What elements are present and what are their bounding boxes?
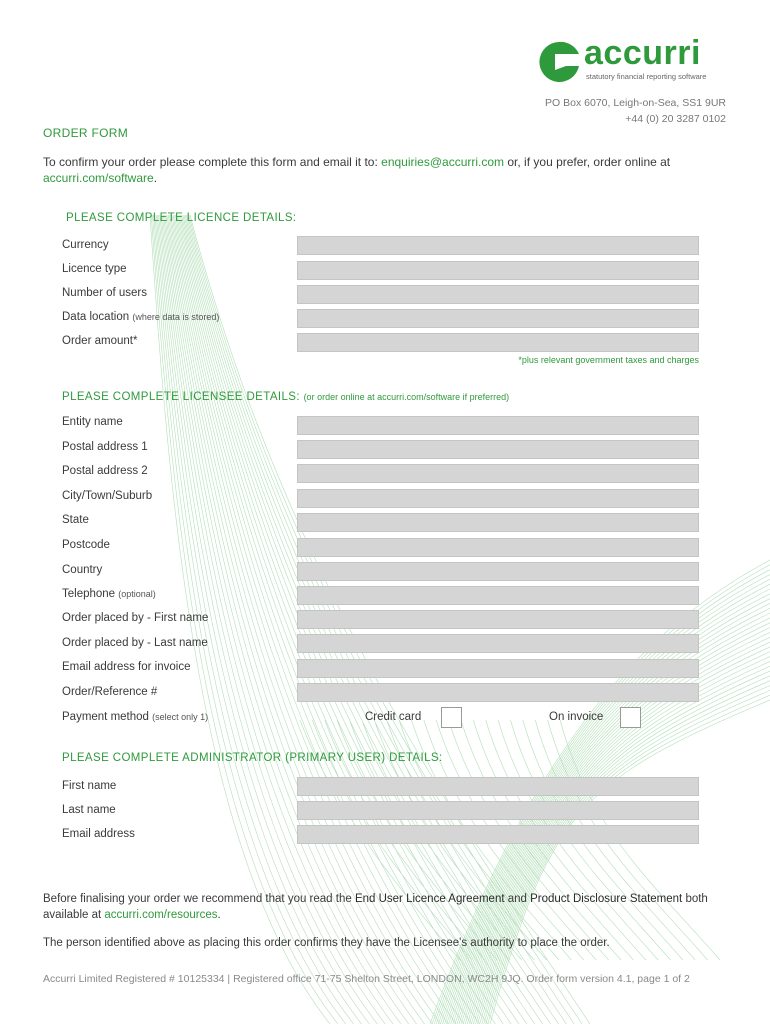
payment-method-label [62, 711, 208, 723]
postal-address-1-field[interactable] [297, 440, 699, 459]
city-label: City/Town/Suburb [62, 490, 153, 502]
data-location-text: Data location [62, 311, 130, 323]
reference-label: Order/Reference # [62, 686, 158, 698]
page-title: ORDER FORM [43, 126, 128, 140]
postal-address-2-label: Postal address 2 [62, 465, 148, 477]
intro-text: . [153, 170, 158, 185]
data-location-field[interactable] [297, 309, 699, 328]
licence-type-field[interactable] [297, 261, 699, 280]
admin-last-name-field[interactable] [297, 801, 699, 820]
admin-email-label: Email address [62, 828, 135, 840]
order-last-name-field[interactable] [297, 634, 699, 653]
telephone-label [62, 588, 156, 600]
admin-section-heading: PLEASE COMPLETE ADMINISTRATOR (PRIMARY USER) DETAILS: [62, 752, 443, 764]
accurri-logo [536, 34, 728, 84]
address-line: PO Box 6070, Leigh-on-Sea, SS1 9UR [545, 97, 726, 109]
agreement-text: Before finalising your order we recommend that you read the [43, 893, 355, 905]
postcode-field[interactable] [297, 538, 699, 557]
data-location-label [62, 311, 219, 323]
logo-mark-icon [536, 40, 582, 84]
phone-line: +44 (0) 20 3287 0102 [625, 113, 726, 125]
logo-tagline: statutory financial reporting software [586, 72, 707, 81]
on-invoice-label: On invoice [549, 711, 604, 723]
postal-address-1-label: Postal address 1 [62, 441, 148, 453]
intro-paragraph [43, 155, 733, 186]
credit-card-checkbox[interactable] [441, 707, 462, 728]
telephone-note: (optional) [118, 589, 156, 599]
payment-method-text: Payment method [62, 711, 149, 723]
company-address [545, 95, 726, 127]
on-invoice-checkbox[interactable] [620, 707, 641, 728]
order-amount-field[interactable] [297, 333, 699, 352]
reference-field[interactable] [297, 683, 699, 702]
admin-first-name-label: First name [62, 780, 117, 792]
eula-link[interactable]: End User Licence Agreement [354, 893, 505, 905]
licensee-section-heading [62, 391, 509, 403]
pds-link[interactable]: Product Disclosure Statement [530, 893, 683, 905]
page-footer: Accurri Limited Registered # 10125334 | Registered office 71-75 Shelton Street, LONDON, WC2H 9JQ. Order form version 4.1, page 1 of 2 [43, 973, 690, 985]
telephone-text: Telephone [62, 588, 116, 600]
invoice-email-field[interactable] [297, 659, 699, 678]
order-first-name-label: Order placed by - First name [62, 612, 209, 624]
country-field[interactable] [297, 562, 699, 581]
tax-footnote: *plus relevant government taxes and charges [518, 355, 699, 365]
order-last-name-label: Order placed by - Last name [62, 637, 208, 649]
state-field[interactable] [297, 513, 699, 532]
admin-email-field[interactable] [297, 825, 699, 844]
licensee-heading-text: PLEASE COMPLETE LICENSEE DETAILS: [62, 391, 300, 403]
software-link[interactable]: accurri.com/software [43, 170, 154, 185]
data-location-note: (where data is stored) [132, 312, 220, 322]
email-link[interactable]: enquiries@accurri.com [381, 155, 505, 169]
state-label: State [62, 514, 89, 526]
intro-text: To confirm your order please complete this form and email it to: [43, 155, 382, 169]
telephone-field[interactable] [297, 586, 699, 605]
currency-label: Currency [62, 239, 109, 251]
agreement-text: both available at [43, 893, 708, 921]
order-first-name-field[interactable] [297, 610, 699, 629]
intro-text: or, if you prefer, order online at [504, 155, 671, 169]
licensee-heading-note: (or order online at accurri.com/software if preferred) [303, 392, 510, 402]
resources-link[interactable]: accurri.com/resources [104, 908, 218, 921]
admin-first-name-field[interactable] [297, 777, 699, 796]
logo-wordmark: accurri [584, 34, 701, 72]
entity-name-label: Entity name [62, 416, 123, 428]
licence-type-label: Licence type [62, 263, 127, 275]
agreement-text: . [217, 908, 221, 921]
order-amount-label: Order amount* [62, 335, 138, 347]
country-label: Country [62, 564, 103, 576]
agreement-text: and [504, 893, 531, 905]
users-field[interactable] [297, 285, 699, 304]
city-field[interactable] [297, 489, 699, 508]
payment-method-note: (select only 1) [152, 712, 209, 722]
users-label: Number of users [62, 287, 148, 299]
postcode-label: Postcode [62, 539, 110, 551]
invoice-email-label: Email address for invoice [62, 661, 191, 673]
licence-section-heading: PLEASE COMPLETE LICENCE DETAILS: [66, 212, 297, 224]
authority-paragraph: The person identified above as placing this order confirms they have the Licensee's authority to place the order. [43, 937, 610, 949]
entity-name-field[interactable] [297, 416, 699, 435]
agreement-paragraph [43, 892, 733, 923]
admin-last-name-label: Last name [62, 804, 116, 816]
credit-card-label: Credit card [365, 711, 422, 723]
currency-field[interactable] [297, 236, 699, 255]
postal-address-2-field[interactable] [297, 464, 699, 483]
